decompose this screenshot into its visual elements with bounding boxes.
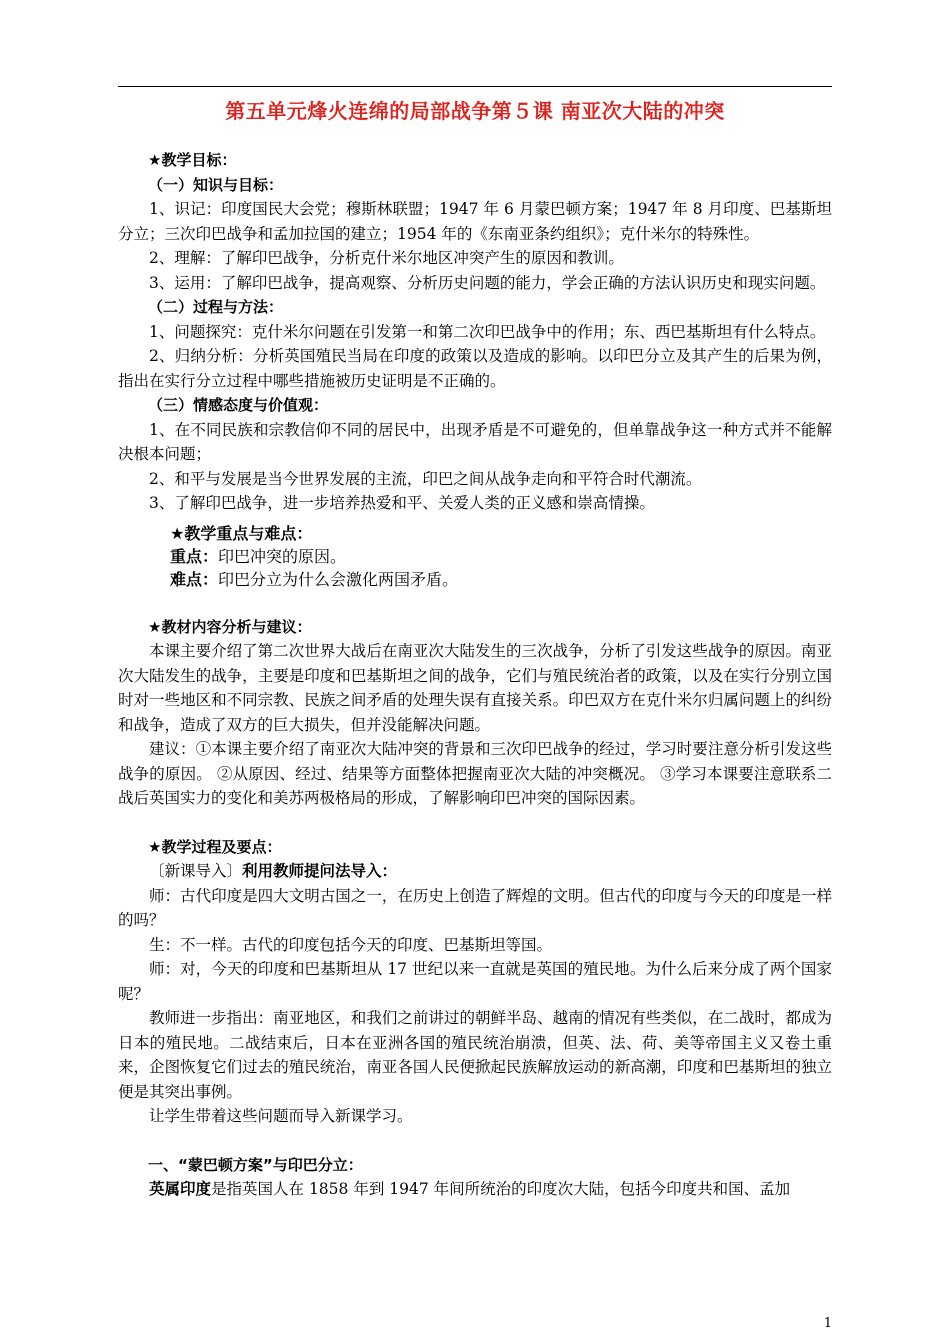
- knowledge-item-1: 1、识记：印度国民大会党；穆斯林联盟；1947 年 6 月蒙巴顿方案；1947 年 8 月印度、巴基斯坦分立；三次印巴战争和孟加拉国的建立；1954 年的《东南亚条约组织》；克什米尔的特殊性。: [118, 200, 832, 243]
- section-1-paragraph: [118, 1177, 832, 1202]
- analysis-paragraph-1: 本课主要介绍了第二次世界大战后在南亚次大陆发生的三次战争，分析了引发这些战争的原因。南亚次大陆发生的战争，主要是印度和巴基斯坦之间的战争，它们与殖民统治者的政策，以及在实行分别立国时对一些地区和不同宗教、民族之间矛盾的处理失误有直接关系。印巴双方在克什米尔归属问题上的纠纷和战争，造成了双方的巨大损失，但并没能解决问题。: [118, 642, 832, 734]
- difficulty-line: [170, 568, 832, 591]
- intro-label: 〔新课导入〕: [149, 862, 243, 880]
- knowledge-item-3: 3、运用：了解印巴战争，提高观察、分析历史问题的能力，学会正确的方法认识历史和现实问题。: [149, 273, 826, 292]
- attitude-item-3: 3、了解印巴战争，进一步培养热爱和平、关爱人类的正义感和崇高情操。: [149, 494, 655, 512]
- intro-line: [118, 859, 832, 884]
- keypoints-box: [170, 522, 832, 591]
- page-number: 1: [823, 1316, 832, 1331]
- analysis-paragraph-2: 建议：①本课主要介绍了南亚次大陆冲突的背景和三次印巴战争的经过，学习时要注意分析引发这些战争的原因。 ②从原因、经过、结果等方面整体把握南亚次大陆的冲突概况。 ③学习本课要注意联系二战后英国实力的变化和美苏两极格局的形成，了解影响印巴冲突的国际因素。: [118, 740, 832, 807]
- lead-in: 让学生带着这些问题而导入新课学习。: [149, 1107, 413, 1125]
- focus-text: 印巴冲突的原因。: [218, 546, 347, 566]
- header-rule: [118, 86, 832, 87]
- attitude-item-2: 2、和平与发展是当今世界发展的主流，印巴之间从战争走向和平符合时代潮流。: [149, 469, 702, 488]
- knowledge-heading: （一）知识与目标：: [148, 175, 284, 194]
- page-title: 第五单元烽火连绵的局部战争第５课 南亚次大陆的冲突: [225, 99, 725, 123]
- teacher-explanation: 教师进一步指出：南亚地区，和我们之前讲过的朝鲜半岛、越南的情况有些类似，在二战时，都成为日本的殖民地。二战结束后，日本在亚洲各国的殖民统治崩溃，但英、法、荷、美等帝国主义又卷土重来，企图恢复它们过去的殖民统治，南亚各国人民便掀起民族解放运动的新高潮，印度和巴基斯坦的独立便是其突出事例。: [118, 1009, 832, 1101]
- student-answer: 生：不一样。古代的印度包括今天的印度、巴基斯坦等国。: [149, 935, 553, 954]
- process-heading: ★教学过程及要点：: [148, 837, 282, 856]
- method-item-2: 2、归纳分析：分析英国殖民当局在印度的政策以及造成的影响。以印巴分立及其产生的后果为例，指出在实行分立过程中哪些措施被历史证明是不正确的。: [118, 347, 832, 390]
- intro-method: 利用教师提问法导入：: [242, 861, 398, 880]
- method-heading: （二）过程与方法：: [148, 298, 284, 316]
- document-body: [118, 148, 832, 1202]
- focus-line: [170, 545, 832, 568]
- goals-heading: ★教学目标：: [148, 151, 237, 169]
- difficulty-text: 印巴分立为什么会激化两国矛盾。: [218, 569, 459, 589]
- focus-label: 重点：: [170, 546, 219, 566]
- teacher-question-2: 师：对，今天的印度和巴基斯坦从 17 世纪以来一直就是英国的殖民地。为什么后来分成了两个国家呢？: [118, 960, 832, 1003]
- section-1-heading: 一、“蒙巴顿方案”与印巴分立：: [148, 1155, 363, 1174]
- british-india-term: 英属印度: [149, 1179, 212, 1198]
- method-item-1: 1、问题探究：克什米尔问题在引发第一和第二次印巴战争中的作用；东、西巴基斯坦有什么特点。: [149, 322, 826, 341]
- analysis-heading: ★教材内容分析与建议：: [148, 617, 312, 636]
- knowledge-item-2: 2、理解：了解印巴战争，分析克什米尔地区冲突产生的原因和教训。: [149, 249, 624, 267]
- teacher-question-1: 师：古代印度是四大文明古国之一，在历史上创造了辉煌的文明。但古代的印度与今天的印度是一样的吗？: [118, 886, 832, 929]
- keypoints-heading: ★教学重点与难点：: [170, 523, 313, 543]
- attitude-item-1: 1、在不同民族和宗教信仰不同的居民中，出现矛盾是不可避免的，但单靠战争这一种方式并不能解决根本问题；: [118, 420, 832, 463]
- british-india-text: 是指英国人在 1858 年到 1947 年间所统治的印度次大陆，包括今印度共和国、孟加: [211, 1180, 791, 1198]
- attitude-heading: （三）情感态度与价值观：: [148, 396, 329, 414]
- difficulty-label: 难点：: [170, 569, 219, 589]
